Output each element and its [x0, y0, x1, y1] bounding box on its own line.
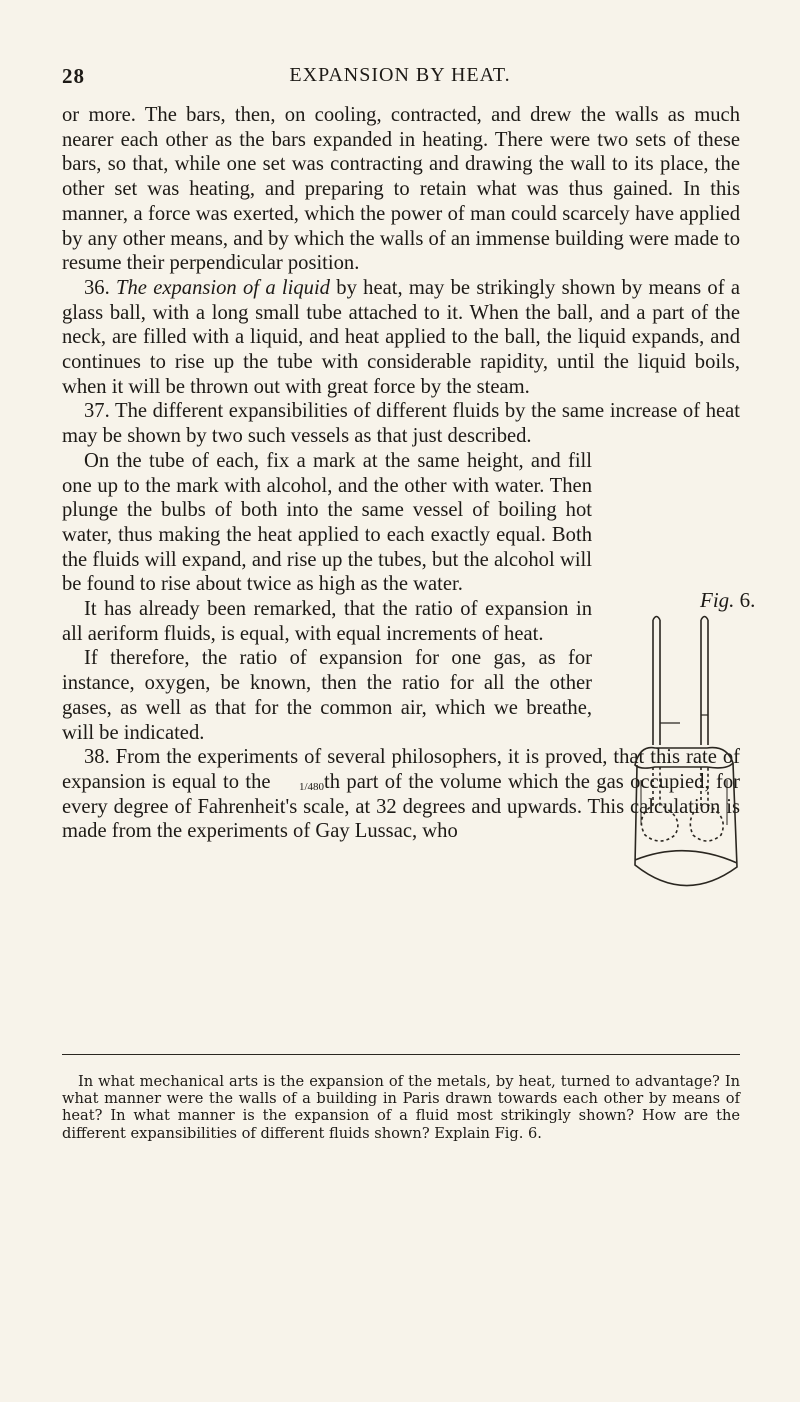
flask-drawing [635, 617, 737, 886]
figure-number: 6. [739, 588, 756, 612]
section-heading-italic: The expansion of a liquid [116, 276, 330, 299]
page-header [62, 64, 738, 94]
right-bulb [690, 767, 723, 841]
footnote-text: In what mechanical arts is the expansion of the metals, by heat, turned to advantage? In what manner were the walls of a building in Paris drawn towards each other by means of heat? In what manner is the expansion of a fluid most strikingly shown? How are the different expansibilities of different fluids shown? Explain Fig. 6. [62, 1073, 740, 1142]
paragraph-aeriform: It has already been remarked, that the ratio of expansion in all aeriform fluids, is equal, with equal increments of heat. [62, 598, 592, 645]
right-tube [701, 617, 708, 746]
left-bulb [641, 767, 677, 841]
fraction: 1/480 [298, 780, 324, 793]
footnote-rule [62, 1054, 740, 1055]
vessel-rim [635, 748, 733, 769]
paragraph-continuation: or more. The bars, then, on cooling, contracted, and drew the walls as much nearer each other as the bars expanded in heating. There were two sets of these bars, so that, while one set was contracting and drawing the wall to its place, the other set was heating, and preparing to retain what was thus gained. In this manner, a force was exerted, which the power of man could scarcely have applied by any other means, and by which the walls of an immense building were made to resume their perpendicular position. [62, 104, 740, 275]
vessel-water-line [635, 851, 737, 863]
paragraph-36-text: by heat, may be strikingly shown by means of a glass ball, with a long small tube attached to it. When the ball, and a part of the neck, are filled with a liquid, and heat applied to the ball, the liquid expands, and continues to rise up the tube with considerable rapidity, until the liquid boils, when it will be thrown out with great force by the steam. [62, 276, 741, 398]
paragraph-37-instructions: On the tube of each, fix a mark at the same height, and fill one up to the mark with alcohol, and the other with water. Then plunge the bulbs of both into the same vessel of boiling hot water, thus making the heat applied to each exactly equal. Both the fluids will expand, and rise up the tubes, but the alcohol will be found to rise about twice as high as the water. [62, 449, 592, 596]
paragraph-ratio [62, 646, 592, 745]
paragraph-38-end: th part of the volume which the gas occupied, for every degree of Fahrenheit's scale, at 32 degrees and upwards. This calculation is made from the experiments of Gay Lussac, who [62, 770, 740, 843]
paragraph-36 [62, 276, 740, 400]
running-title: EXPANSION BY HEAT. [289, 64, 511, 86]
figure-6-illustration [615, 605, 795, 905]
section-number: 36. [84, 276, 110, 299]
vessel-shading [641, 780, 727, 825]
paragraph-ratio-text: If therefore, the ratio of expansion for one gas, as for instance, oxygen, be known, then the ratio for all the other gases, as well as that for the common air, which we breathe, will be indicated. [62, 647, 592, 744]
footnote-questions [62, 1073, 740, 1142]
paragraph-37: 37. The different expansibilities of different fluids by the same increase of heat may be shown by two such vessels as that just described. [62, 400, 740, 448]
page-number: 28 [62, 64, 85, 88]
figure-label-text: Fig. [700, 588, 735, 612]
paragraph-38-start: 38. From the experiments of several philosophers, it is proved, that this rate of expansion is equal to the [62, 746, 740, 793]
left-tube [653, 617, 660, 746]
vessel-body [635, 763, 737, 886]
